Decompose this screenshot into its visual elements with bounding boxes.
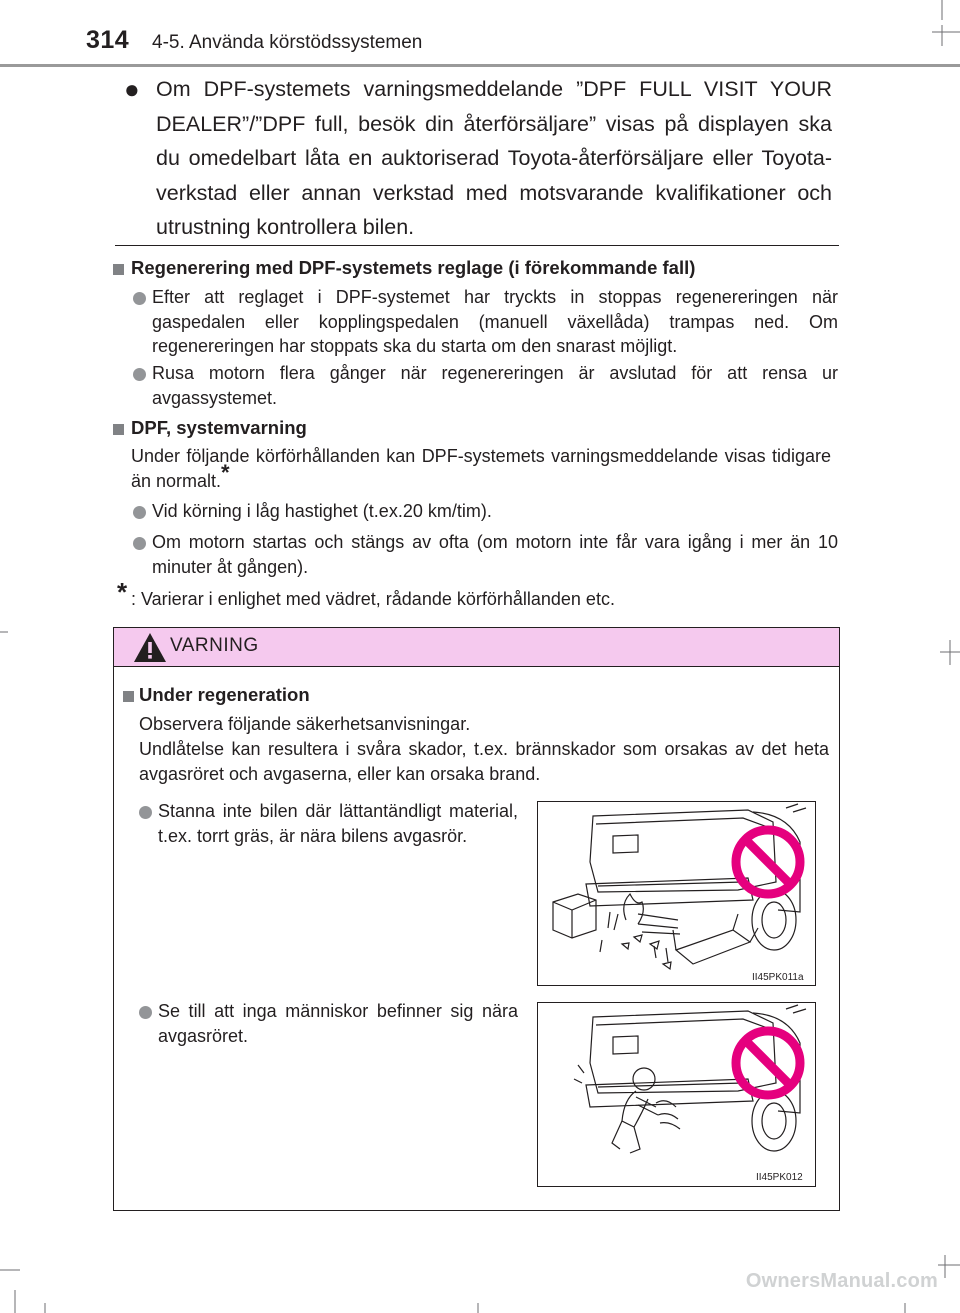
bullet-icon bbox=[133, 537, 146, 550]
warning-heading: Under regeneration bbox=[139, 684, 310, 705]
footnote-mark: * bbox=[221, 459, 230, 485]
square-bullet-icon bbox=[113, 424, 124, 435]
warning-line: Undlåtelse kan resultera i svåra skador, t.ex. brännskador som orsakas av det heta avgasröret och avgaserna, eller kan orsaka brand. bbox=[139, 739, 829, 784]
intro-paragraph: Om DPF-systemets varningsmeddelande ”DPF FULL VISIT YOUR DEALER”/”DPF full, besök din återförsäljare” visas på displayen ska du omedelbart låta en auktoriserad Toyota-återförsäljare eller Toyota-verkstad eller annan verkstad med motsvarande kvalifikationer och utrustning kontrollera bilen. bbox=[156, 77, 832, 239]
bullet-icon bbox=[133, 506, 146, 519]
warning-line: Observera följande säkerhetsanvisningar. bbox=[139, 714, 471, 734]
square-bullet-icon bbox=[123, 691, 134, 702]
illustration-person bbox=[537, 1002, 816, 1187]
truck-person-illustration bbox=[538, 1003, 815, 1186]
footnote-text: : Varierar i enlighet med vädret, rådande körförhållanden etc. bbox=[131, 589, 615, 609]
bullet-icon bbox=[133, 292, 146, 305]
bullet-icon bbox=[139, 806, 152, 819]
image-code: II45PK012 bbox=[756, 1172, 803, 1183]
section-intro: Under följande körförhållanden kan DPF-systemets varningsmeddelande visas tidigare än normalt.* bbox=[131, 446, 831, 491]
warning-triangle-icon bbox=[133, 632, 167, 663]
footnote-mark: * bbox=[117, 577, 128, 607]
bullet-text: Om motorn startas och stängs av ofta (om motorn inte får vara igång i mer än 10 minuter åt gången). bbox=[152, 532, 838, 577]
bullet-text: Vid körning i låg hastighet (t.ex.20 km/tim). bbox=[152, 501, 492, 521]
section-divider bbox=[115, 245, 839, 246]
warning-item-text: Stanna inte bilen där lättantändligt material, t.ex. torrt gräs, är nära bilens avgasrör. bbox=[158, 801, 518, 846]
bullet-icon bbox=[139, 1006, 152, 1019]
illustration-flammable bbox=[537, 801, 816, 986]
bullet-text: Rusa motorn flera gånger när regenereringen är avslutad för att rensa ur avgassystemet. bbox=[152, 363, 838, 408]
image-code: II45PK011a bbox=[752, 972, 804, 983]
truck-grass-illustration bbox=[538, 802, 815, 985]
bullet-icon: ● bbox=[124, 74, 140, 104]
bullet-text: Efter att reglaget i DPF-systemet har tryckts in stoppas regenereringen när gaspedalen eller kopplingspedalen (manuell växellåda) trampas ned. Om regenereringen har stoppats ska du starta om den snarast möjligt. bbox=[152, 287, 838, 356]
square-bullet-icon bbox=[113, 264, 124, 275]
section-heading: DPF, systemvarning bbox=[131, 417, 307, 438]
bullet-icon bbox=[133, 368, 146, 381]
warning-label: VARNING bbox=[170, 635, 259, 656]
section-heading: Regenerering med DPF-systemets reglage (i förekommande fall) bbox=[131, 257, 696, 278]
warning-item-text: Se till att inga människor befinner sig nära avgasröret. bbox=[158, 1001, 518, 1046]
section-title: 4-5. Använda körstödssystemen bbox=[152, 32, 423, 53]
page-number: 314 bbox=[86, 26, 130, 54]
footer-watermark: OwnersManual.com bbox=[745, 1270, 938, 1292]
